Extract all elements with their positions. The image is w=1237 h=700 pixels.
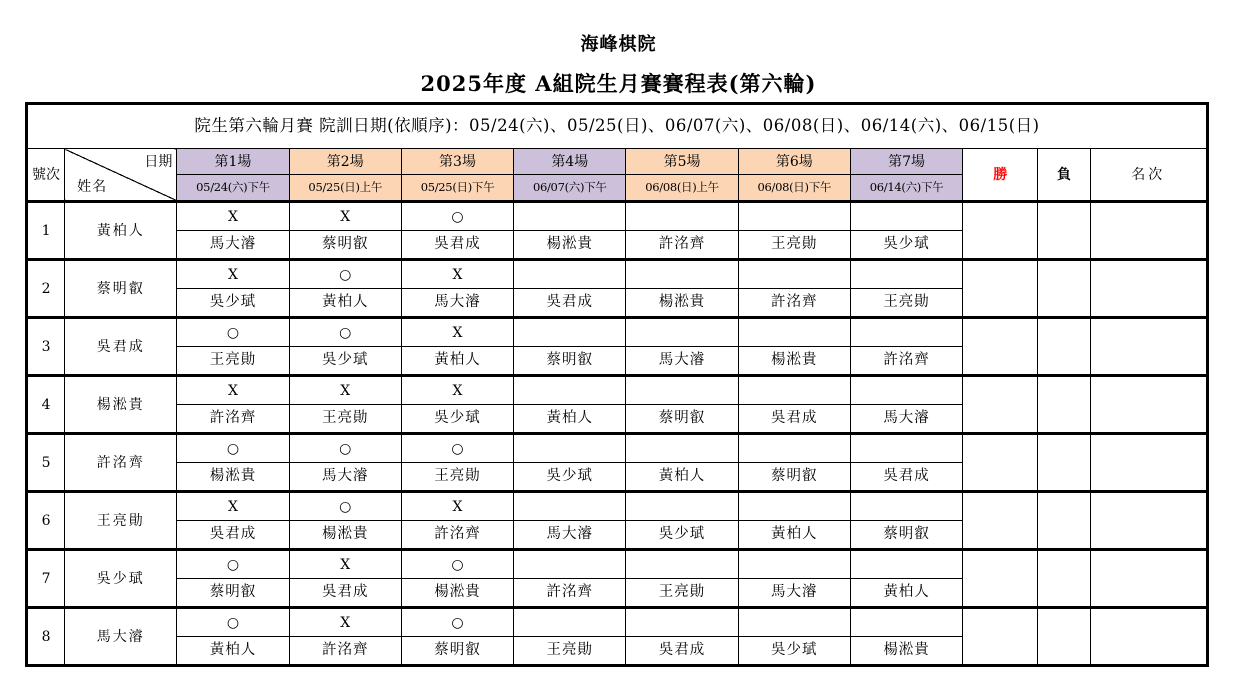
game-result	[626, 550, 738, 579]
wins-cell	[963, 492, 1038, 550]
opponent-name: 吳君成	[289, 579, 401, 608]
game-result: X	[177, 376, 289, 405]
game-result: X	[177, 202, 289, 231]
opponent-name: 王亮勛	[850, 289, 962, 318]
opponent-name: 蔡明叡	[177, 579, 289, 608]
game-4-date: 06/07(六)下午	[514, 175, 626, 202]
game-result	[514, 376, 626, 405]
game-4-header: 第4場	[514, 149, 626, 175]
game-result	[850, 492, 962, 521]
game-result	[850, 608, 962, 637]
opponent-name: 王亮勛	[289, 405, 401, 434]
game-result	[626, 434, 738, 463]
opponent-name: 許洺齊	[401, 521, 513, 550]
opponent-name: 許洺齊	[177, 405, 289, 434]
opponent-name: 吳少珷	[738, 637, 850, 666]
player-row	[27, 318, 1208, 347]
opponent-name: 王亮勛	[177, 347, 289, 376]
opponent-name: 蔡明叡	[401, 637, 513, 666]
player-number: 1	[27, 202, 65, 260]
player-name: 黃柏人	[65, 202, 177, 260]
opponent-name: 王亮勛	[401, 463, 513, 492]
opponent-name: 蔡明叡	[850, 521, 962, 550]
player-number: 4	[27, 376, 65, 434]
player-number: 7	[27, 550, 65, 608]
game-result	[514, 492, 626, 521]
game-7-date: 06/14(六)下午	[850, 175, 962, 202]
opponent-name: 蔡明叡	[514, 347, 626, 376]
opponent-name: 許洺齊	[850, 347, 962, 376]
losses-cell	[1038, 202, 1090, 260]
game-result	[738, 260, 850, 289]
opponent-name: 楊淞貴	[177, 463, 289, 492]
opponent-name: 楊淞貴	[738, 347, 850, 376]
game-result	[626, 608, 738, 637]
opponent-name: 馬大濬	[626, 347, 738, 376]
game-1-header: 第1場	[177, 149, 289, 175]
losses-cell	[1038, 550, 1090, 608]
document-title: 2025年度 A組院生月賽賽程表(第六輪)	[420, 71, 817, 96]
losses-cell	[1038, 260, 1090, 318]
opponent-name: 蔡明叡	[289, 231, 401, 260]
opponent-name: 吳君成	[177, 521, 289, 550]
game-result	[850, 550, 962, 579]
game-result: X	[401, 318, 513, 347]
opponent-name: 許洺齊	[738, 289, 850, 318]
player-name: 王亮勛	[65, 492, 177, 550]
wins-cell	[963, 202, 1038, 260]
game-result	[850, 260, 962, 289]
date-name-header	[65, 149, 177, 202]
opponent-name: 黃柏人	[514, 405, 626, 434]
wins-header: 勝	[963, 149, 1038, 202]
game-result	[514, 608, 626, 637]
player-row	[27, 550, 1208, 579]
game-result: X	[289, 376, 401, 405]
game-result: ○	[401, 608, 513, 637]
player-row	[27, 434, 1208, 463]
opponent-name: 黃柏人	[626, 463, 738, 492]
opponent-name: 王亮勛	[514, 637, 626, 666]
opponent-name: 吳君成	[850, 463, 962, 492]
losses-cell	[1038, 434, 1090, 492]
game-result	[626, 492, 738, 521]
game-result: ○	[401, 434, 513, 463]
opponent-name: 吳君成	[514, 289, 626, 318]
opponent-name: 王亮勛	[738, 231, 850, 260]
player-row	[27, 202, 1208, 231]
name-header-label: 姓名	[77, 179, 108, 195]
rank-cell	[1090, 376, 1208, 434]
player-name: 許洺齊	[65, 434, 177, 492]
opponent-name: 馬大濬	[177, 231, 289, 260]
opponent-name: 王亮勛	[626, 579, 738, 608]
opponent-name: 吳少珷	[850, 231, 962, 260]
schedule-table	[25, 102, 1209, 667]
opponent-name: 馬大濬	[401, 289, 513, 318]
game-result	[738, 608, 850, 637]
opponent-name: 黃柏人	[401, 347, 513, 376]
wins-cell	[963, 318, 1038, 376]
opponent-name: 吳少珷	[626, 521, 738, 550]
game-result	[850, 376, 962, 405]
rank-cell	[1090, 318, 1208, 376]
game-result: X	[401, 260, 513, 289]
game-result: X	[401, 376, 513, 405]
losses-cell	[1038, 608, 1090, 666]
rank-cell	[1090, 434, 1208, 492]
opponent-name: 楊淞貴	[289, 521, 401, 550]
game-6-date: 06/08(日)下午	[738, 175, 850, 202]
game-result	[738, 492, 850, 521]
game-result: X	[177, 492, 289, 521]
schedule-banner: 院生第六輪月賽 院訓日期(依順序)：05/24(六)、05/25(日)、06/07(六)、06/08(日)、06/14(六)、06/15(日)	[27, 104, 1208, 149]
game-result	[514, 202, 626, 231]
opponent-name: 許洺齊	[514, 579, 626, 608]
game-result	[738, 202, 850, 231]
losses-header: 負	[1038, 149, 1090, 202]
rank-header: 名次	[1090, 149, 1208, 202]
opponent-name: 楊淞貴	[514, 231, 626, 260]
player-name: 吳君成	[65, 318, 177, 376]
game-result: ○	[289, 318, 401, 347]
opponent-name: 吳君成	[738, 405, 850, 434]
game-result	[626, 202, 738, 231]
opponent-name: 吳少珷	[177, 289, 289, 318]
opponent-name: 楊淞貴	[626, 289, 738, 318]
game-5-date: 06/08(日)上午	[626, 175, 738, 202]
game-result: ○	[289, 260, 401, 289]
game-result	[850, 318, 962, 347]
game-result: X	[401, 492, 513, 521]
game-result	[850, 434, 962, 463]
opponent-name: 吳君成	[401, 231, 513, 260]
game-result: X	[289, 550, 401, 579]
player-row	[27, 608, 1208, 637]
player-number: 3	[27, 318, 65, 376]
opponent-name: 馬大濬	[850, 405, 962, 434]
opponent-name: 黃柏人	[289, 289, 401, 318]
rank-cell	[1090, 260, 1208, 318]
rank-cell	[1090, 608, 1208, 666]
game-result	[626, 376, 738, 405]
game-result: ○	[401, 202, 513, 231]
game-result	[514, 434, 626, 463]
game-6-header: 第6場	[738, 149, 850, 175]
opponent-name: 黃柏人	[738, 521, 850, 550]
opponent-name: 許洺齊	[626, 231, 738, 260]
game-2-header: 第2場	[289, 149, 401, 175]
date-header-label: 日期	[144, 154, 173, 170]
game-result: ○	[401, 550, 513, 579]
game-1-date: 05/24(六)下午	[177, 175, 289, 202]
opponent-name: 吳少珷	[514, 463, 626, 492]
game-2-date: 05/25(日)上午	[289, 175, 401, 202]
game-result: ○	[177, 434, 289, 463]
losses-cell	[1038, 492, 1090, 550]
game-result	[738, 376, 850, 405]
game-result	[738, 434, 850, 463]
opponent-name: 馬大濬	[738, 579, 850, 608]
wins-cell	[963, 376, 1038, 434]
opponent-name: 吳君成	[626, 637, 738, 666]
game-result: X	[289, 608, 401, 637]
opponent-name: 楊淞貴	[401, 579, 513, 608]
player-name: 蔡明叡	[65, 260, 177, 318]
game-result	[514, 550, 626, 579]
opponent-name: 楊淞貴	[850, 637, 962, 666]
game-result: X	[289, 202, 401, 231]
game-3-header: 第3場	[401, 149, 513, 175]
game-result: ○	[289, 434, 401, 463]
opponent-name: 黃柏人	[177, 637, 289, 666]
game-result	[626, 260, 738, 289]
game-result: ○	[177, 550, 289, 579]
opponent-name: 馬大濬	[514, 521, 626, 550]
game-3-date: 05/25(日)下午	[401, 175, 513, 202]
player-number: 2	[27, 260, 65, 318]
game-result	[738, 550, 850, 579]
game-result	[514, 318, 626, 347]
wins-cell	[963, 434, 1038, 492]
player-name: 馬大濬	[65, 608, 177, 666]
game-result: ○	[177, 318, 289, 347]
player-number: 8	[27, 608, 65, 666]
losses-cell	[1038, 318, 1090, 376]
opponent-name: 吳少珷	[401, 405, 513, 434]
player-name: 楊淞貴	[65, 376, 177, 434]
game-result	[850, 202, 962, 231]
opponent-name: 蔡明叡	[626, 405, 738, 434]
game-5-header: 第5場	[626, 149, 738, 175]
rank-cell	[1090, 550, 1208, 608]
game-result	[626, 318, 738, 347]
player-number: 6	[27, 492, 65, 550]
game-result: ○	[289, 492, 401, 521]
wins-cell	[963, 550, 1038, 608]
player-name: 吳少珷	[65, 550, 177, 608]
rank-cell	[1090, 202, 1208, 260]
player-number: 5	[27, 434, 65, 492]
opponent-name: 許洺齊	[289, 637, 401, 666]
wins-cell	[963, 608, 1038, 666]
game-result	[738, 318, 850, 347]
player-row	[27, 260, 1208, 289]
game-result: X	[177, 260, 289, 289]
game-result: ○	[177, 608, 289, 637]
player-row	[27, 492, 1208, 521]
losses-cell	[1038, 376, 1090, 434]
organization-title: 海峰棋院	[580, 34, 657, 55]
opponent-name: 蔡明叡	[738, 463, 850, 492]
game-result	[514, 260, 626, 289]
wins-cell	[963, 260, 1038, 318]
rank-cell	[1090, 492, 1208, 550]
opponent-name: 黃柏人	[850, 579, 962, 608]
game-7-header: 第7場	[850, 149, 962, 175]
seq-header: 號次	[27, 149, 65, 202]
opponent-name: 吳少珷	[289, 347, 401, 376]
player-row	[27, 376, 1208, 405]
opponent-name: 馬大濬	[289, 463, 401, 492]
